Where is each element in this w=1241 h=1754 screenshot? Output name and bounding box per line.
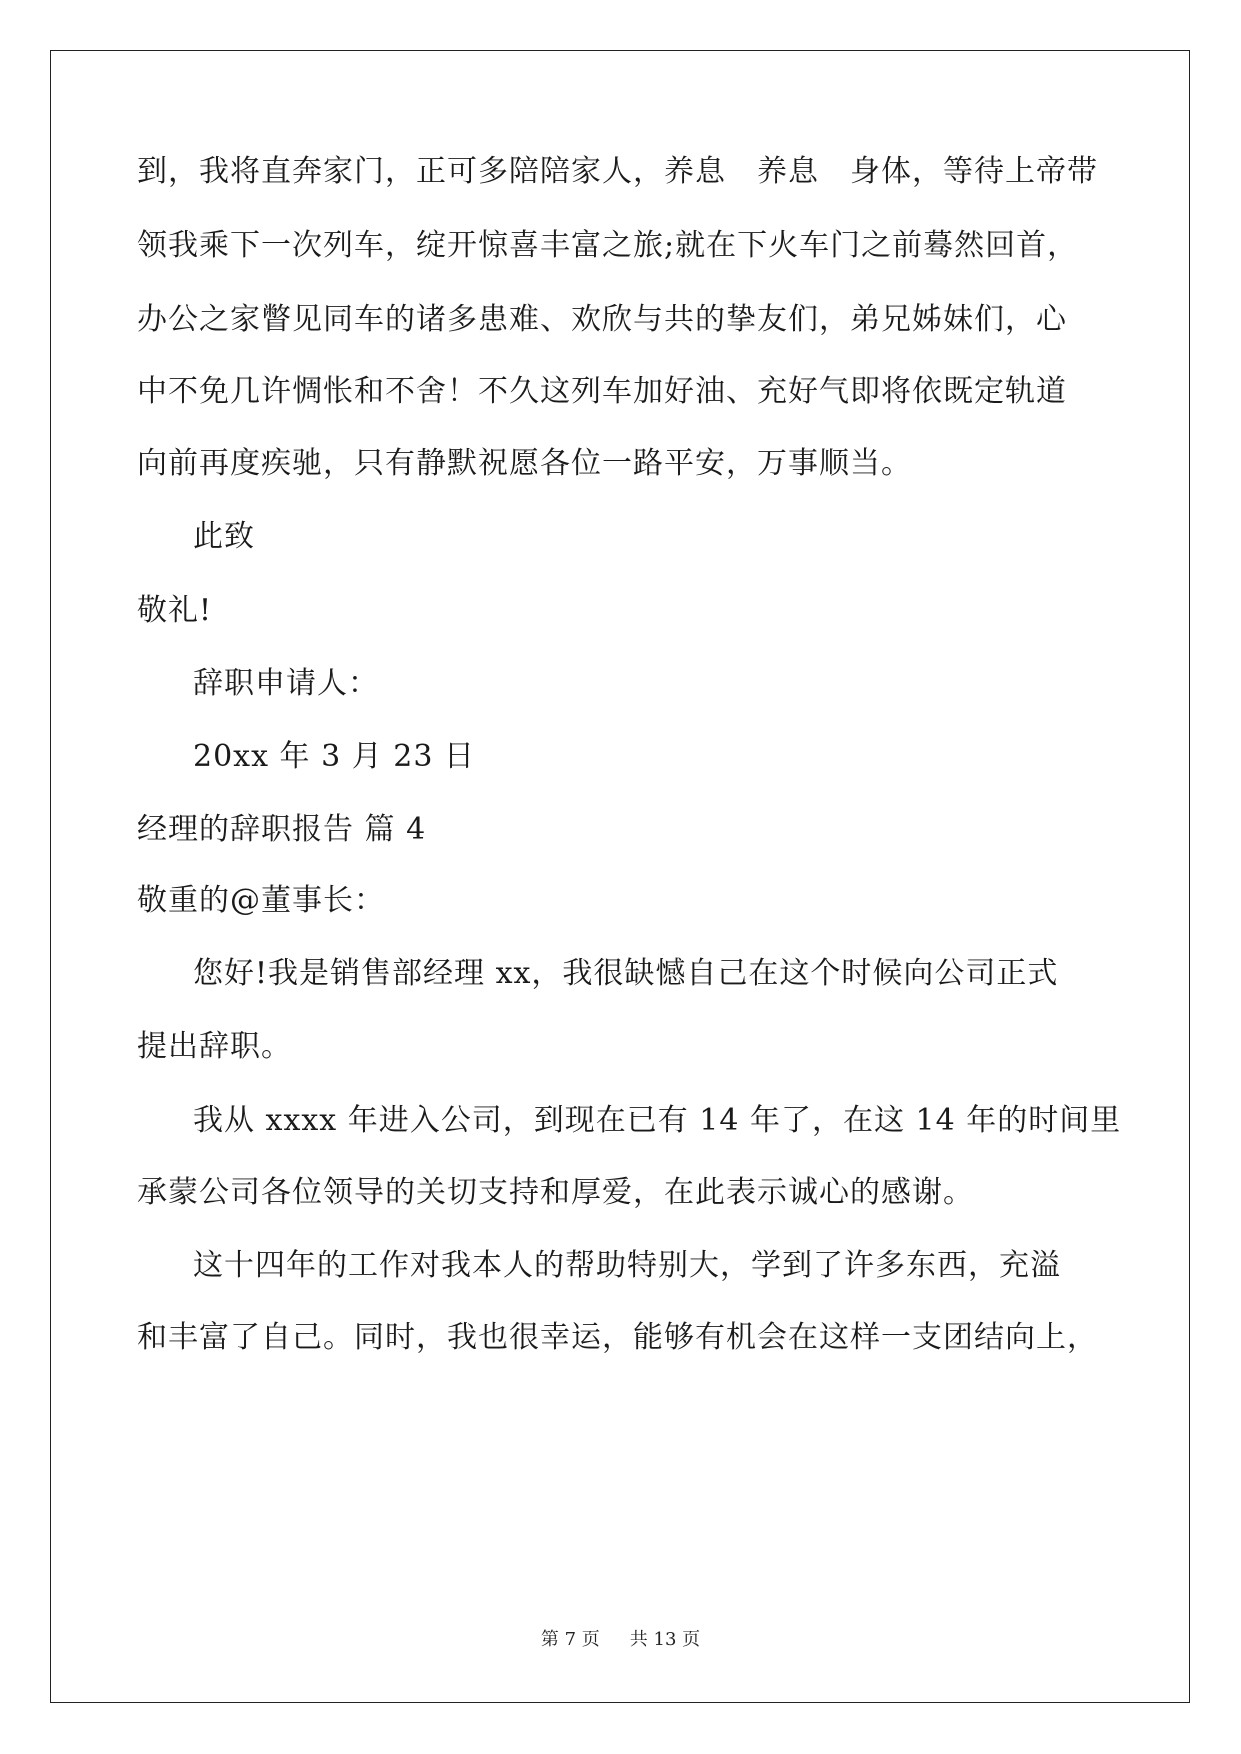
page-number: 第 7 页 [540, 1629, 600, 1650]
body-line-1: 到，我将直奔家门，正可多陪陪家人，养息 养息 身体，等待上帝带 [137, 154, 1098, 189]
signature-label: 辞职申请人： [193, 666, 379, 701]
body-line-8: 我从 xxxx 年进入公司，到现在已有 14 年了，在这 14 年的时间里 [193, 1103, 1122, 1138]
page-footer [0, 1628, 1241, 1652]
body-line-5: 向前再度疾驰，只有静默祝愿各位一路平安，万事顺当。 [137, 446, 912, 481]
body-line-10: 这十四年的工作对我本人的帮助特别大，学到了许多东西，充溢 [193, 1248, 1061, 1283]
body-line-2: 领我乘下一次列车，绽开惊喜丰富之旅;就在下火车门之前蓦然回首， [137, 228, 1079, 263]
page-border [50, 50, 1190, 1703]
body-line-6: 您好!我是销售部经理 xx，我很缺憾自己在这个时候向公司正式 [193, 956, 1059, 991]
body-line-3: 办公之家瞥见同车的诸多患难、欢欣与共的挚友们，弟兄姊妹们，心 [137, 302, 1067, 337]
closing-regards: 敬礼! [137, 593, 213, 628]
body-line-4: 中不免几许惆怅和不舍！不久这列车加好油、充好气即将依既定轨道 [137, 374, 1067, 409]
body-line-9: 承蒙公司各位领导的关切支持和厚爱，在此表示诚心的感谢。 [137, 1175, 974, 1210]
signature-date: 20xx 年 3 月 23 日 [193, 739, 475, 774]
body-line-11: 和丰富了自己。同时，我也很幸运，能够有机会在这样一支团结向上， [137, 1320, 1098, 1355]
closing-salutation: 此致 [193, 519, 255, 554]
letter-greeting: 敬重的@董事长： [137, 883, 385, 918]
section-title: 经理的辞职报告 篇 4 [137, 812, 427, 847]
page-total: 共 13 页 [629, 1629, 701, 1650]
body-line-7: 提出辞职。 [137, 1029, 292, 1064]
